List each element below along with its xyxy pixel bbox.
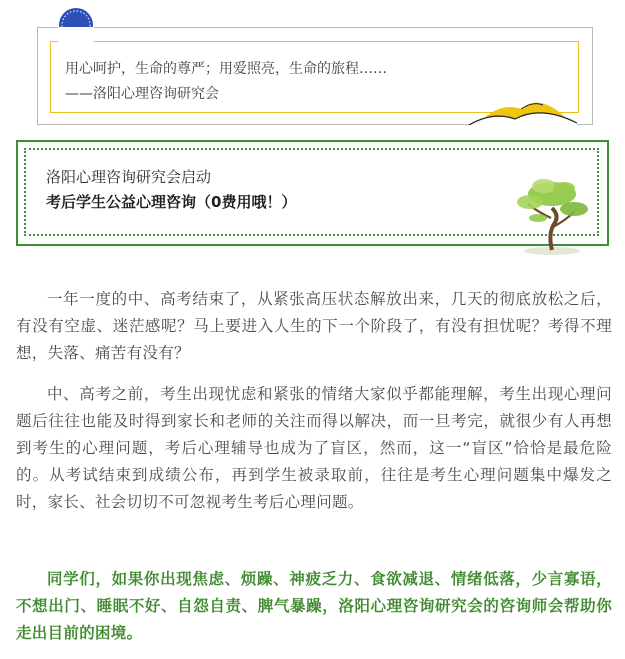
quote-author: ——洛阳心理咨询研究会 <box>65 86 219 102</box>
title-subheading: 洛阳心理咨询研究会启动 <box>46 168 212 186</box>
highlight-paragraph: 同学们，如果你出现焦虑、烦躁、神疲乏力、食欲减退、情绪低落，少言寡语，不想出门、睡眠不好、自怨自责、脾气暴躁，洛阳心理咨询研究会的咨询师会帮助你走出目前的困境。 <box>16 570 612 642</box>
quote-card <box>37 21 593 125</box>
intro-paragraph: 一年一度的中、高考结束了，从紧张高压状态解放出来，几天的彻底放松之后，有没有空虚、迷茫感呢？马上要进入人生的下一个阶段了，有没有担忧呢？考得不理想，失落、痛苦有没有？ <box>16 290 612 362</box>
quote-text: 用心呵护，生命的尊严；用爱照亮，生命的旅程…… <box>65 61 387 77</box>
tree-illustration-icon <box>508 172 594 258</box>
analysis-paragraph: 中、高考之前，考生出现忧虑和紧张的情绪大家似乎都能理解，考生出现心理问题后往往也能及时得到家长和老师的关注而得以解决，而一旦考完，就很少有人再想到考生的心理问题，考后心理辅导也成为了盲区，然而，这一“盲区”恰恰是最危险的。从考试结束到成绩公布，再到学生被录取前，往往是考生心理问题集中爆发之时，家长、社会切切不可忽视考生考后心理问题。 <box>16 385 612 511</box>
hills-decoration-icon <box>469 95 577 125</box>
sun-decoration-icon <box>58 7 94 43</box>
title-heading: 考后学生公益心理咨询（0费用哦！） <box>46 193 297 211</box>
